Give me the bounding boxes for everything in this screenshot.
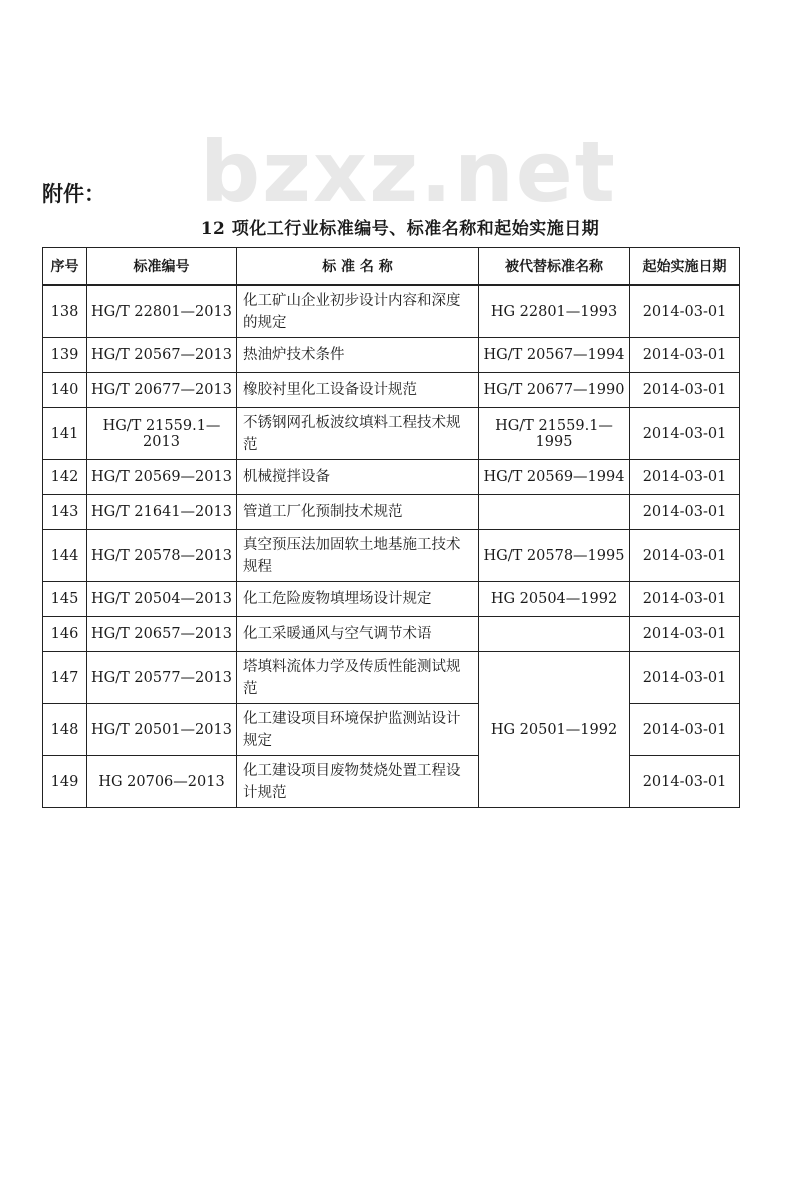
header-replaces: 被代替标准名称 <box>479 248 630 286</box>
cell-name: 真空预压法加固软土地基施工技术规程 <box>237 530 479 582</box>
table-row <box>43 460 740 495</box>
cell-name: 化工危险废物填埋场设计规定 <box>237 582 479 617</box>
header-seq: 序号 <box>43 248 87 286</box>
table-row <box>43 338 740 373</box>
cell-name: 热油炉技术条件 <box>237 338 479 373</box>
cell-seq: 144 <box>43 530 87 582</box>
cell-seq: 149 <box>43 756 87 808</box>
cell-date: 2014-03-01 <box>630 530 740 582</box>
cell-seq: 143 <box>43 495 87 530</box>
cell-date: 2014-03-01 <box>630 338 740 373</box>
header-date: 起始实施日期 <box>630 248 740 286</box>
table-row <box>43 704 740 756</box>
table-row <box>43 652 740 704</box>
cell-name: 化工矿山企业初步设计内容和深度的规定 <box>237 285 479 338</box>
document-title: 12 项化工行业标准编号、标准名称和起始实施日期 <box>200 219 600 239</box>
table-row <box>43 756 740 808</box>
cell-replaces: HG/T 20677—1990 <box>479 373 630 408</box>
cell-name: 化工建设项目废物焚烧处置工程设计规范 <box>237 756 479 808</box>
cell-date: 2014-03-01 <box>630 373 740 408</box>
table-header-row <box>43 248 740 286</box>
table-row <box>43 408 740 460</box>
header-code: 标准编号 <box>87 248 237 286</box>
cell-seq: 140 <box>43 373 87 408</box>
cell-name: 化工采暖通风与空气调节术语 <box>237 617 479 652</box>
cell-name: 化工建设项目环境保护监测站设计规定 <box>237 704 479 756</box>
cell-replaces: HG 20504—1992 <box>479 582 630 617</box>
cell-seq: 147 <box>43 652 87 704</box>
header-name: 标 准 名 称 <box>237 248 479 286</box>
cell-seq: 139 <box>43 338 87 373</box>
cell-date: 2014-03-01 <box>630 756 740 808</box>
cell-code: HG/T 20501—2013 <box>87 704 237 756</box>
cell-seq: 142 <box>43 460 87 495</box>
cell-code: HG/T 22801—2013 <box>87 285 237 338</box>
cell-code: HG/T 20569—2013 <box>87 460 237 495</box>
cell-code: HG/T 20577—2013 <box>87 652 237 704</box>
table-row <box>43 582 740 617</box>
cell-name: 机械搅拌设备 <box>237 460 479 495</box>
cell-date: 2014-03-01 <box>630 617 740 652</box>
attachment-label: 附件： <box>42 181 105 206</box>
cell-name: 不锈钢网孔板波纹填料工程技术规范 <box>237 408 479 460</box>
cell-code: HG/T 20677—2013 <box>87 373 237 408</box>
standards-table <box>42 247 740 808</box>
cell-replaces: HG/T 20569—1994 <box>479 460 630 495</box>
table-row <box>43 373 740 408</box>
cell-replaces: HG 22801—1993 <box>479 285 630 338</box>
cell-code: HG/T 20578—2013 <box>87 530 237 582</box>
table-row <box>43 617 740 652</box>
cell-seq: 146 <box>43 617 87 652</box>
cell-seq: 141 <box>43 408 87 460</box>
cell-date: 2014-03-01 <box>630 582 740 617</box>
cell-seq: 148 <box>43 704 87 756</box>
cell-seq: 145 <box>43 582 87 617</box>
cell-replaces: HG/T 21559.1—1995 <box>479 408 630 460</box>
cell-date: 2014-03-01 <box>630 408 740 460</box>
cell-replaces: HG/T 20578—1995 <box>479 530 630 582</box>
cell-replaces <box>479 495 630 530</box>
cell-name: 橡胶衬里化工设备设计规范 <box>237 373 479 408</box>
cell-seq: 138 <box>43 285 87 338</box>
cell-date: 2014-03-01 <box>630 285 740 338</box>
cell-date: 2014-03-01 <box>630 460 740 495</box>
cell-code: HG/T 20567—2013 <box>87 338 237 373</box>
cell-date: 2014-03-01 <box>630 652 740 704</box>
table-row <box>43 530 740 582</box>
cell-date: 2014-03-01 <box>630 495 740 530</box>
cell-code: HG/T 21641—2013 <box>87 495 237 530</box>
cell-code: HG 20706—2013 <box>87 756 237 808</box>
cell-code: HG/T 21559.1—2013 <box>87 408 237 460</box>
table-row <box>43 495 740 530</box>
cell-replaces: HG/T 20567—1994 <box>479 338 630 373</box>
watermark: bzxz.net <box>200 123 617 221</box>
table-row <box>43 285 740 338</box>
cell-code: HG/T 20504—2013 <box>87 582 237 617</box>
cell-code: HG/T 20657—2013 <box>87 617 237 652</box>
cell-replaces-merged: HG 20501—1992 <box>479 652 630 808</box>
cell-name: 管道工厂化预制技术规范 <box>237 495 479 530</box>
cell-replaces <box>479 617 630 652</box>
cell-name: 塔填料流体力学及传质性能测试规范 <box>237 652 479 704</box>
cell-date: 2014-03-01 <box>630 704 740 756</box>
